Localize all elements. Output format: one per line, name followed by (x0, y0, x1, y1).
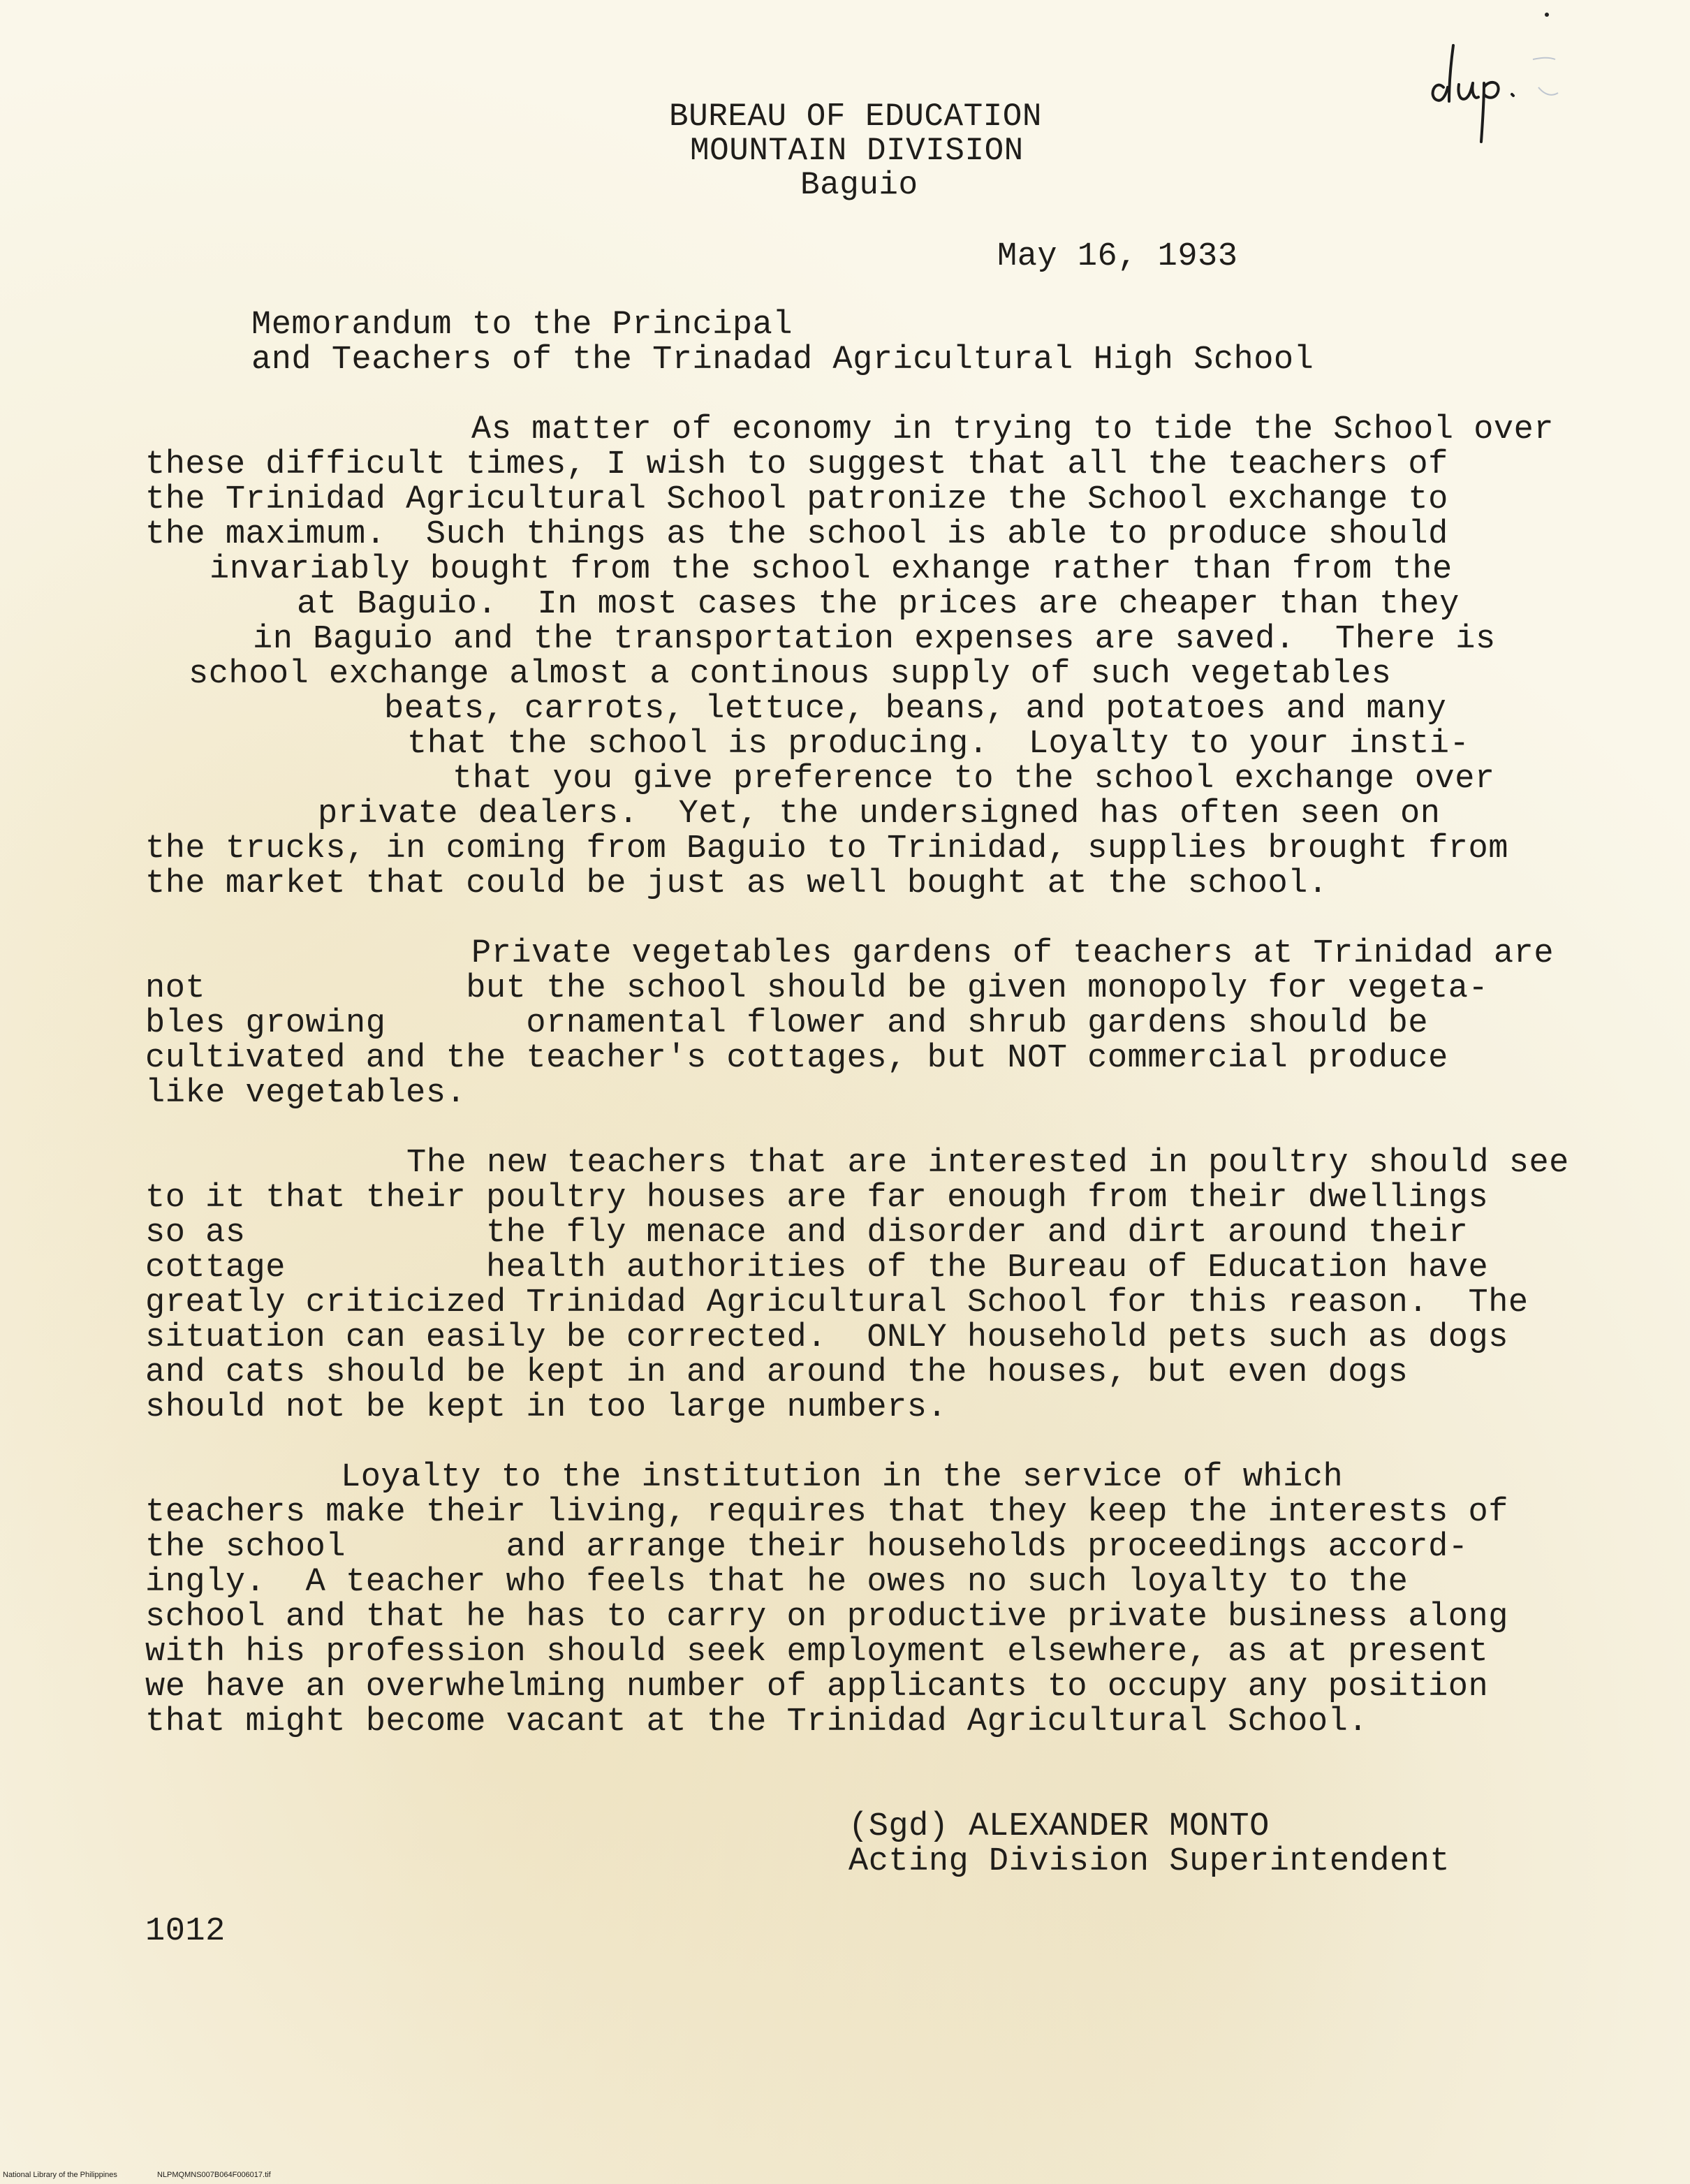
paragraph-2-line: like vegetables. (145, 1075, 466, 1112)
paragraph-1-line: in Baguio and the transportation expenses are saved. There is (253, 621, 1496, 658)
handwritten-dup-annotation (1428, 38, 1568, 150)
paragraph-1-line: beats, carrots, lettuce, beans, and potatoes and many (384, 691, 1447, 728)
paragraph-3-line: so as the fly menace and disorder and dirt around their (145, 1215, 1469, 1252)
paragraph-1-line: at Baguio. In most cases the prices are cheaper than they (297, 586, 1460, 623)
file-number: 1012 (145, 1913, 226, 1950)
paragraph-1-line: the Trinidad Agricultural School patronize the School exchange to (145, 481, 1448, 518)
paragraph-2-line: cultivated and the teacher's cottages, but NOT commercial produce (145, 1040, 1448, 1077)
paragraph-1-line: the maximum. Such things as the school is able to produce should (145, 516, 1448, 553)
addressee-line-2: and Teachers of the Trinadad Agricultural High School (251, 342, 1314, 379)
signature-name: (Sgd) ALEXANDER MONTO (848, 1808, 1270, 1845)
paragraph-4-line: Loyalty to the institution in the service of which (341, 1459, 1344, 1496)
footer-library-name: National Library of the Philippines (3, 2171, 117, 2179)
paragraph-3-line: to it that their poultry houses are far enough from their dwellings (145, 1180, 1489, 1217)
paragraph-3-line: The new teachers that are interested in poultry should see (406, 1145, 1569, 1182)
paragraph-3-line: and cats should be kept in and around the houses, but even dogs (145, 1354, 1409, 1391)
paragraph-2-line: not but the school should be given monopoly for vegeta- (145, 970, 1489, 1007)
paragraph-2-line: Private vegetables gardens of teachers at Trinidad are (471, 935, 1555, 972)
paragraph-4-line: that might become vacant at the Trinidad Agricultural School. (145, 1703, 1368, 1740)
paragraph-4-line: ingly. A teacher who feels that he owes no such loyalty to the (145, 1564, 1409, 1601)
paragraph-1-line: private dealers. Yet, the undersigned has often seen on (318, 796, 1441, 833)
header-bureau: BUREAU OF EDUCATION (669, 98, 1042, 135)
footer-image-id: NLPMQMNS007B064F006017.tif (157, 2171, 271, 2179)
paragraph-4-line: we have an overwhelming number of applicants to occupy any position (145, 1669, 1489, 1706)
header-city: Baguio (800, 167, 918, 203)
header-division: MOUNTAIN DIVISION (690, 133, 1024, 169)
paragraph-1-line: school exchange almost a continous supply of such vegetables (189, 656, 1392, 693)
paragraph-4-line: school and that he has to carry on productive private business along (145, 1599, 1508, 1636)
paragraph-1-line: that the school is producing. Loyalty to your insti- (407, 726, 1470, 763)
ink-speck (1545, 13, 1549, 17)
paragraph-1-line: the trucks, in coming from Baguio to Trinidad, supplies brought from (145, 830, 1508, 867)
addressee-line-1: Memorandum to the Principal (251, 307, 793, 344)
paragraph-1-line: invariably bought from the school exhange rather than from the (210, 551, 1453, 588)
paragraph-2-line: bles growing ornamental flower and shrub gardens should be (145, 1005, 1429, 1042)
paragraph-3-line: greatly criticized Trinidad Agricultural School for this reason. The (145, 1284, 1529, 1321)
paragraph-1-line: that you give preference to the school exchange over (453, 761, 1495, 798)
paragraph-3-line: cottage health authorities of the Bureau of Education have (145, 1249, 1489, 1287)
signature-title: Acting Division Superintendent (848, 1843, 1450, 1880)
paragraph-4-line: the school and arrange their households proceedings accord- (145, 1529, 1469, 1566)
paragraph-4-line: teachers make their living, requires that they keep the interests of (145, 1494, 1508, 1531)
paragraph-4-line: with his profession should seek employment elsewhere, as at present (145, 1634, 1489, 1671)
memo-date: May 16, 1933 (997, 238, 1238, 275)
paragraph-3-line: should not be kept in too large numbers. (145, 1389, 948, 1426)
paragraph-1-line: As matter of economy in trying to tide the School over (471, 411, 1555, 448)
paragraph-3-line: situation can easily be corrected. ONLY household pets such as dogs (145, 1319, 1508, 1356)
paragraph-1-line: the market that could be just as well bought at the school. (145, 865, 1328, 902)
paragraph-1-line: these difficult times, I wish to suggest that all the teachers of (145, 446, 1448, 483)
